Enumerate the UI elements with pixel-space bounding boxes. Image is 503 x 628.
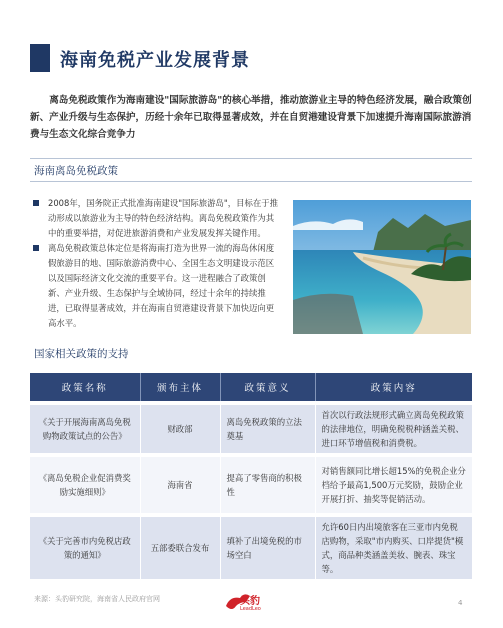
brand-logo-subtext: LeadLeo xyxy=(240,606,261,612)
content-cell: 首次以行政法规形式确立离岛免税政策的法律地位，明确免税税种涵盖关税、进口环节增值税和消费税。 xyxy=(315,405,472,453)
policy-table xyxy=(30,373,472,579)
column-header: 政策意义 xyxy=(220,373,315,401)
column-header: 颁布主体 xyxy=(140,373,220,401)
bullet-item: 离岛免税政策总体定位是将海南打造为世界一流的海岛休闲度假旅游目的地、国际旅游消费中心、全国生态文明建设示范区以及国际经济文化交流的重要平台。这一进程融合了政策创新、产业升级、生态保护与全域协同，经过十余年的持续推进，已取得显著成效，并在海南自贸港建设背景下加快迈向更高水平。 xyxy=(30,241,282,331)
policy-name-cell: 《关于开展海南离岛免税购物政策试点的公告》 xyxy=(30,405,140,453)
significance-cell: 离岛免税政策的立法奠基 xyxy=(220,405,315,453)
table-row xyxy=(30,405,472,453)
table-row xyxy=(30,517,472,579)
summary-paragraph: 离岛免税政策作为海南建设"国际旅游岛"的核心举措，推动旅游业主导的特色经济发展，融合政策创新、产业升级与生态保护，历经十余年已取得显著成效，并在自贸港建设背景下加速提升海南国际旅游消费与生态文化综合竞争力 xyxy=(30,95,472,140)
policy-bullet-list xyxy=(30,196,282,331)
section-heading-policy: 海南离岛免税政策 xyxy=(34,165,118,177)
section-heading-national-policy: 国家相关政策的支持 xyxy=(34,348,129,360)
page-title: 海南免税产业发展背景 xyxy=(60,50,250,71)
bullet-item: 2008年，国务院正式批准海南建设"国际旅游岛"，目标在于推动形成以旅游业为主导的特色经济结构。离岛免税政策作为其中的重要举措，对促进旅游消费和产业发展发挥关键作用。 xyxy=(30,196,282,241)
table-row xyxy=(30,457,472,513)
issuer-cell: 五部委联合发布 xyxy=(140,517,220,579)
beach-photo xyxy=(293,200,471,334)
content-cell: 允许60日内出境旅客在三亚市内免税店购物，采取"市内购买、口岸提货"模式，商品种类涵盖美妆、腕表、珠宝等。 xyxy=(315,517,472,579)
policy-name-cell: 《关于完善市内免税店政策的通知》 xyxy=(30,517,140,579)
content-cell: 对销售额同比增长超15%的免税企业分档给予最高1,500万元奖励，鼓励企业开展打折、抽奖等促销活动。 xyxy=(315,457,472,513)
column-header: 政策名称 xyxy=(30,373,140,401)
column-header: 政策内容 xyxy=(315,373,472,401)
title-accent-bar xyxy=(30,44,50,72)
page-number: 4 xyxy=(458,599,463,607)
table-header-row xyxy=(30,373,472,401)
significance-cell: 填补了出境免税的市场空白 xyxy=(220,517,315,579)
issuer-cell: 财政部 xyxy=(140,405,220,453)
section-divider-top xyxy=(30,158,472,159)
brand-logo-text: 头豹 xyxy=(240,596,260,607)
significance-cell: 提高了零售商的积极性 xyxy=(220,457,315,513)
policy-name-cell: 《离岛免税企业促消费奖励实施细则》 xyxy=(30,457,140,513)
issuer-cell: 海南省 xyxy=(140,457,220,513)
source-note: 来源：头豹研究院，海南省人民政府官网 xyxy=(34,595,160,603)
section-divider-bottom xyxy=(30,181,472,182)
